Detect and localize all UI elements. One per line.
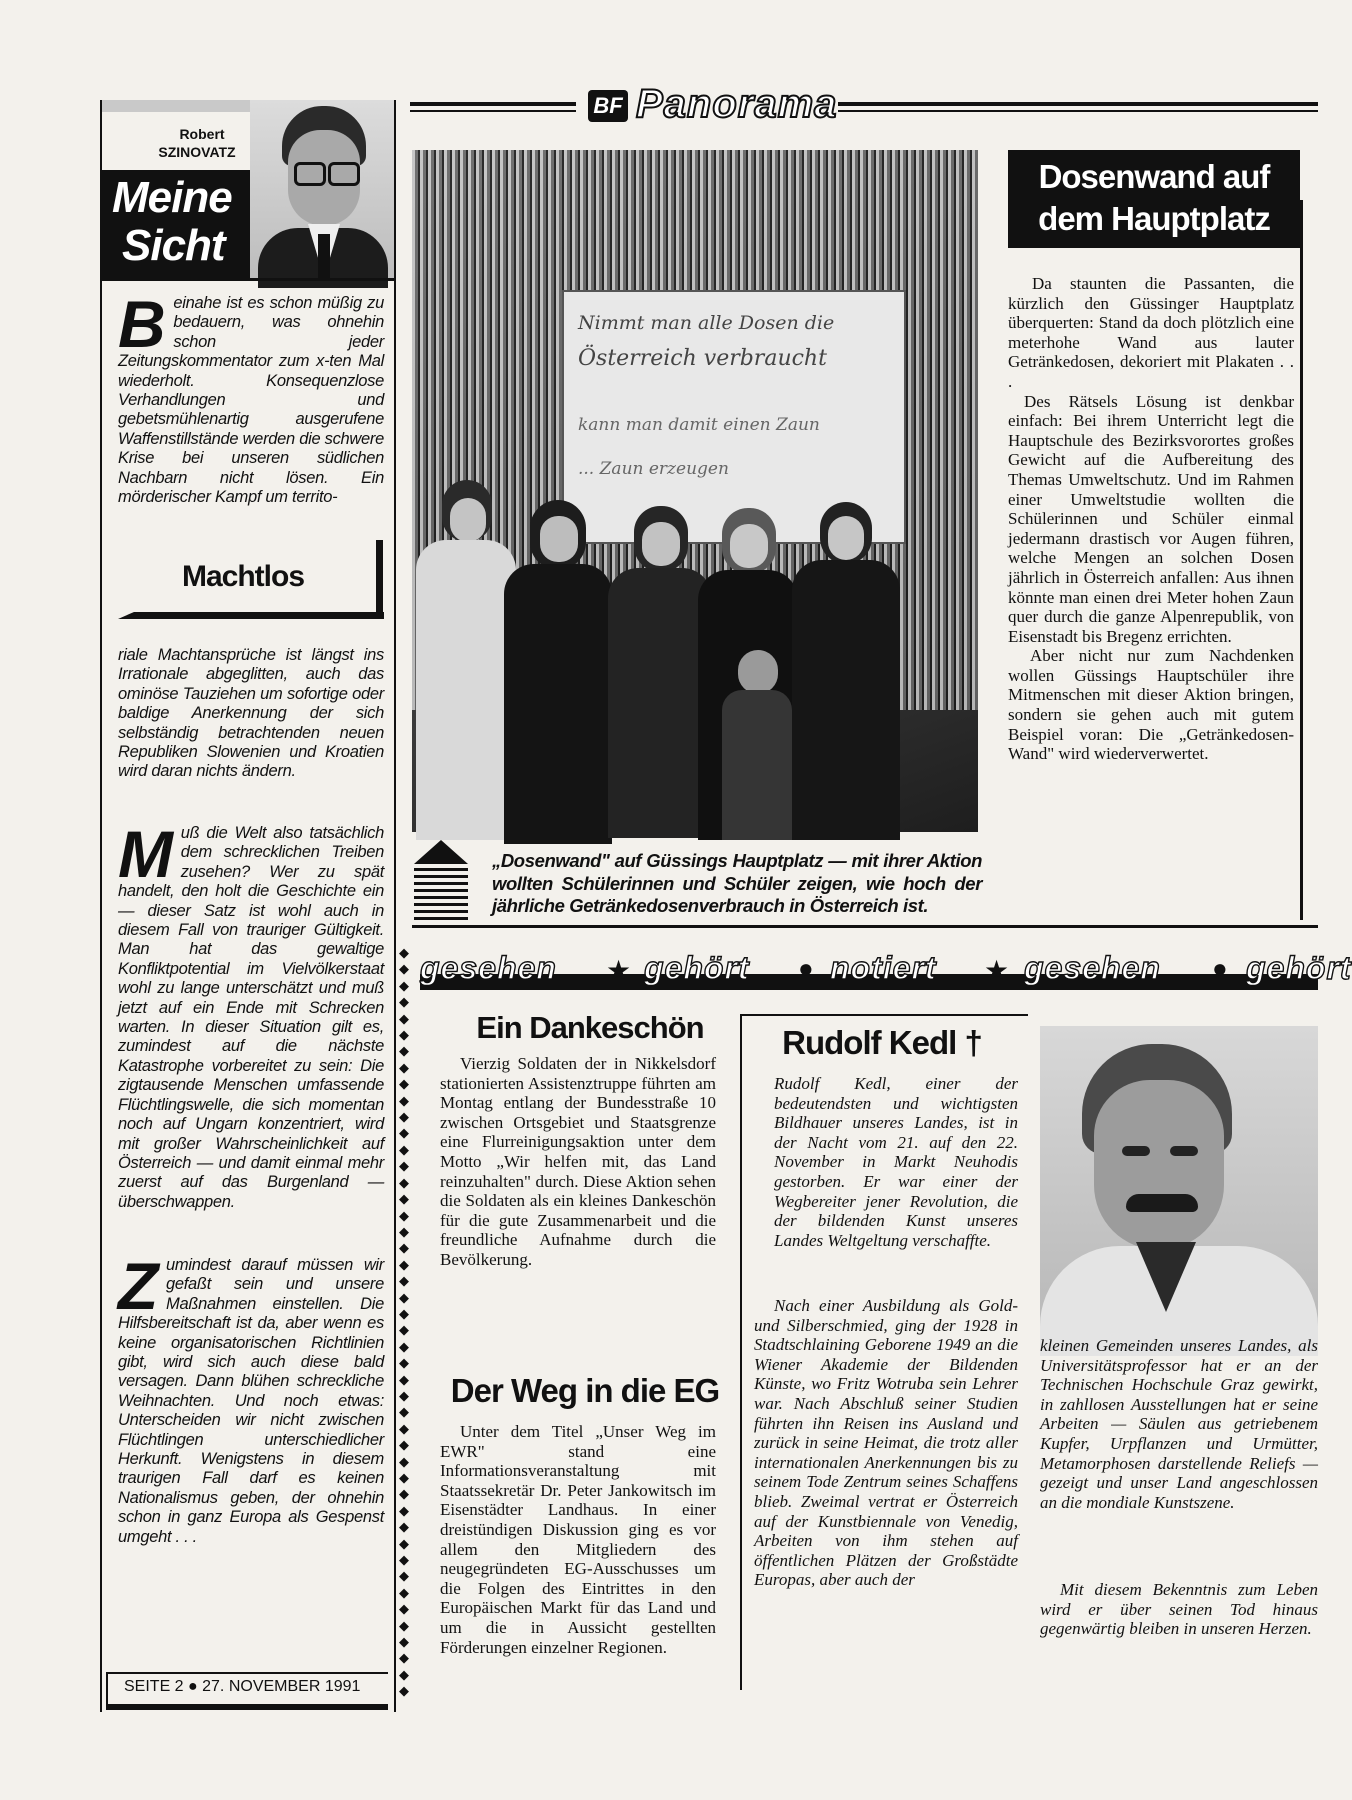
opinion-para3: [118, 817, 384, 1212]
banner-word-3: notiert: [830, 950, 937, 986]
bf-logo: [588, 90, 628, 122]
dosenwand-title-box: [1008, 150, 1300, 248]
dosenwand-para3: Aber nicht nur zum Nachdenken wollen Güssings Hauptschüler ihre Mitmenschen mit dieser Aktion bringen, sondern sie gehen auch mit gutem Beispiel voran: Die „Getränkedosen-Wand" wird wiederverwertet.: [1008, 646, 1294, 764]
sign-line4: ... Zaun erzeugen: [578, 459, 729, 479]
dropcap-b: B: [118, 287, 166, 361]
dosenwand-title-line1: Dosenwand auf: [1038, 158, 1270, 195]
person-3: [608, 506, 712, 836]
author-portrait: [250, 100, 394, 278]
caption-arrow: [414, 840, 468, 920]
person-2: [504, 500, 612, 840]
page-footer: [106, 1672, 388, 1710]
star-icon: ★: [606, 956, 632, 987]
dankeschoen-text: Vierzig Soldaten der in Nikkelsdorf stationierten Assistenztruppe führten am Montag entlang der Bundesstraße 10 zwischen Ortsgebiet und Staatsgrenze eine Flurreinigungsaktion unter dem Motto „Wir helfen mit, das Land reinzuhalten" durch. Diese Aktion sehen die Soldaten als ein kleines Dankeschön für die gute Zusammenarbeit und die freundliche Aufnahme durch die Bevölkerung.: [440, 1054, 716, 1269]
opinion-para2: riale Machtansprüche ist längst ins Irrationale abgeglitten, auch das ominöse Tauziehen um sofortige oder baldige Anerkennung der sich selbständig betrachtenden neuen Republiken Slowenien und Kroatien wird daran nichts ändern.: [118, 646, 384, 781]
opinion-title-line1: Meine: [112, 173, 232, 222]
banner-word-5: gehört: [1246, 950, 1352, 986]
opinion-para3-text: uß die Welt also tatsächlich dem schrecklichen Treiben zusehen? Wer zu spät handelt, den holt die Geschichte ein — dieser Satz ist wohl auch in diesem Fall von trauriger Gültigkeit. Man hat das gewaltige Konfliktpotential im Vielvölkerstaat wohl zu lange unterschätzt und muß jetzt auf ein Ende mit Schrecken warten. In dieser Situation gilt es, zumindest auf die nächste Katastrophe vorbereitet zu sein: Die zigtausende Menschen umfassende Flüchtlingswelle, die sich momentan noch auf Ungarn konzentriert, wird mit großer Wahrscheinlichkeit auf Österreich — und damit einmal mehr zuerst auf das Burgenland — überschwappen.: [118, 824, 384, 1211]
kedl-para1: Rudolf Kedl, einer der bedeutendsten und wichtigsten Bildhauer unseres Landes, ist in der Nacht vom 21. auf den 22. November in Markt Neuhodis gestorben. Er war einer der Wegbereiter jener Revolution, die der bildenden Kunst unseres Landes Weltgeltung verschaffte.: [774, 1074, 1018, 1250]
banner-strip: [420, 950, 1352, 994]
opinion-title-block: [102, 170, 250, 278]
kedl-portrait: [1040, 1026, 1318, 1334]
kedl-para2: Nach einer Ausbildung als Gold- und Silberschmied, ging der 1928 in Stadtschlaining Geborene 1949 an die Wiener Akademie der Bildenden Künste, wo Fritz Wotruba sein Lehrer war. Nach Abschluß seiner Studien führten ihn Reisen ins Ausland und zurück in seine Heimat, die trotz aller internationalen Anerkennungen bis zu seinem Tode Zentrum seines Schaffens blieb. Zweimal vertrat er Österreich auf der Kunstbiennale von Venedig, Arbeiten von ihm stehen auf öffentlichen Plätzen der Großstädte Europas, aber auch der: [754, 1296, 1018, 1590]
right-edge-rule: [1300, 200, 1303, 920]
opinion-para1-text: einahe ist es schon müßig zu bedauern, was ohnehin schon jeder Zeitungskommentator zum x-ten Mal wiederholt. Konsequenzlose Verhandlungen und gebetsmühlenartig ausgerufene Waffenstillstände werden die schwere Krise bei unseren südlichen Nachbarn nicht lösen. Ein mörderischer Kampf um territo-: [118, 294, 384, 507]
header-rule-left: [410, 102, 576, 106]
dropcap-z: Z: [118, 1249, 159, 1323]
kedl-para3: kleinen Gemeinden unseres Landes, als Universitätsprofessor hat er an der Technischen Hochschule Graz gewirkt, in zahllosen Ausstellungen hat er seine Arbeiten — Säulen aus getriebenem Kupfer, Urpflanzen und Urmütter, Metamorphosen darstellende Reliefs — gezeigt und unser Land angeschlossen an die mondiale Kunstszene.: [1040, 1336, 1318, 1512]
author-first-name: Robert: [179, 126, 225, 142]
footer-text: SEITE 2 ● 27. NOVEMBER 1991: [124, 1678, 361, 1695]
bullet-icon: ●: [798, 954, 814, 983]
dropcap-m: M: [118, 817, 173, 891]
banner-word-2: gehört: [644, 950, 750, 986]
header-rule-left-2: [410, 110, 576, 112]
child: [722, 650, 792, 840]
header-rule-right: [838, 102, 1318, 106]
eg-text: Unter dem Titel „Unser Weg im EWR" stand eine Informationsveranstaltung mit Staatssekretär Dr. Peter Jankowitsch im Eisenstädter Landhaus. In einer dreistündigen Diskussion ging es vor allem den Mitgliedern des neugegründeten EG-Ausschusses um die Folgen des Eintrittes in den Europäischen Markt für das Land und um die in Aussicht gestellten Förderungen einzelner Regionen.: [440, 1422, 716, 1657]
person-5: [792, 502, 900, 838]
opinion-para4: [118, 1249, 384, 1547]
sign-line1: Nimmt man alle Dosen die: [578, 312, 835, 334]
star-icon-2: ★: [984, 956, 1010, 987]
dankeschoen-title: Ein Dankeschön: [476, 1010, 704, 1045]
opinion-title-line2: Sicht: [122, 221, 225, 270]
section-title: Panorama: [636, 82, 838, 126]
kedl-para4: Mit diesem Bekenntnis zum Leben wird er über seinen Tod hinaus gegenwärtig bleiben in unseren Herzen.: [1040, 1580, 1318, 1639]
subhead-machtlos: Machtlos: [181, 560, 305, 593]
eg-title: Der Weg in die EG: [450, 1372, 720, 1409]
page-header: [410, 82, 1318, 138]
dosenwand-para1: Da staunten die Passanten, die kürzlich den Güssinger Hauptplatz überquerten: Stand da doch plötzlich eine meterhohe Wand aus lauter Getränkedosen, dekoriert mit Plakaten . . .: [1008, 274, 1294, 391]
person-1: [416, 480, 516, 840]
opinion-title-rule: [102, 278, 394, 281]
kedl-title: Rudolf Kedl †: [782, 1024, 982, 1061]
subhead-rule-bottom: [118, 612, 384, 619]
banner-top-rule: [412, 925, 1318, 928]
opinion-para4-text: umindest darauf müssen wir gefaßt sein und unsere Maßnahmen einstellen. Die Hilfsbereitschaft ist da, aber wenn es keine organisatorischen Richtlinien gibt, wird sich auch diese bald versagen. Dann blühen schreckliche Weihnachten. Und noch etwas: Unterscheiden wir nicht zwischen Flüchtlingen unterschiedlicher Herkunft. Wenigstens in diesem traurigen Fall darf es keinen Nationalismus geben, der ohnehin schon in ganz Europa als Gespenst umgeht . . .: [118, 1256, 384, 1546]
banner-word-1: gesehen: [420, 950, 557, 986]
sign-line3: kann man damit einen Zaun: [578, 415, 820, 435]
dosenwand-body: [1008, 274, 1294, 764]
opinion-para1: [118, 287, 384, 507]
bullet-icon-2: ●: [1212, 954, 1228, 983]
main-photo: [412, 150, 978, 832]
dosenwand-title-line2: dem Hauptplatz: [1038, 200, 1270, 237]
subhead-rule-right: [376, 540, 383, 618]
photo-caption: „Dosenwand" auf Güssings Hauptplatz — mit ihrer Aktion wollten Schülerinnen und Schüler zeigen, wie hoch der jährliche Getränkedosenverbrauch in Österreich ist.: [492, 850, 982, 916]
subhead-box: [118, 540, 384, 618]
opinion-column: [100, 100, 396, 1712]
banner-word-4: gesehen: [1024, 950, 1161, 986]
bf-logo-text: BF: [593, 93, 623, 118]
dosenwand-para2: Des Rätsels Lösung ist denkbar einfach: Bei ihrem Unterricht legt die Hauptschule des Bezirksvorortes großes Gewicht auf die Aufbereitung des Themas Umweltschutz. Und im Rahmen einer Umweltstudie wollten die Schülerinnen und Schüler einmal jedermann drastisch vor Augen führen, welche Mengen an solchen Dosen jährlich in Österreich anfallen: Aus ihnen könnte man einen drei Meter hohen Zaun quer durch die ganze Alpenrepublik, von Eisenstadt bis Bregenz errichten.: [1008, 391, 1294, 646]
author-last-name: SZINOVATZ: [158, 144, 236, 160]
sign-line2: Österreich verbraucht: [578, 346, 827, 371]
diamond-border: ◆ ◆ ◆ ◆ ◆ ◆ ◆ ◆ ◆ ◆ ◆ ◆ ◆ ◆ ◆ ◆ ◆ ◆ ◆ ◆ ◆ ◆ ◆ ◆ ◆ ◆ ◆ ◆ ◆ ◆ ◆ ◆ ◆ ◆ ◆ ◆ ◆ ◆ ◆ ◆ ◆ ◆ ◆ ◆ ◆ ◆: [399, 945, 409, 1699]
header-rule-right-2: [838, 110, 1318, 112]
